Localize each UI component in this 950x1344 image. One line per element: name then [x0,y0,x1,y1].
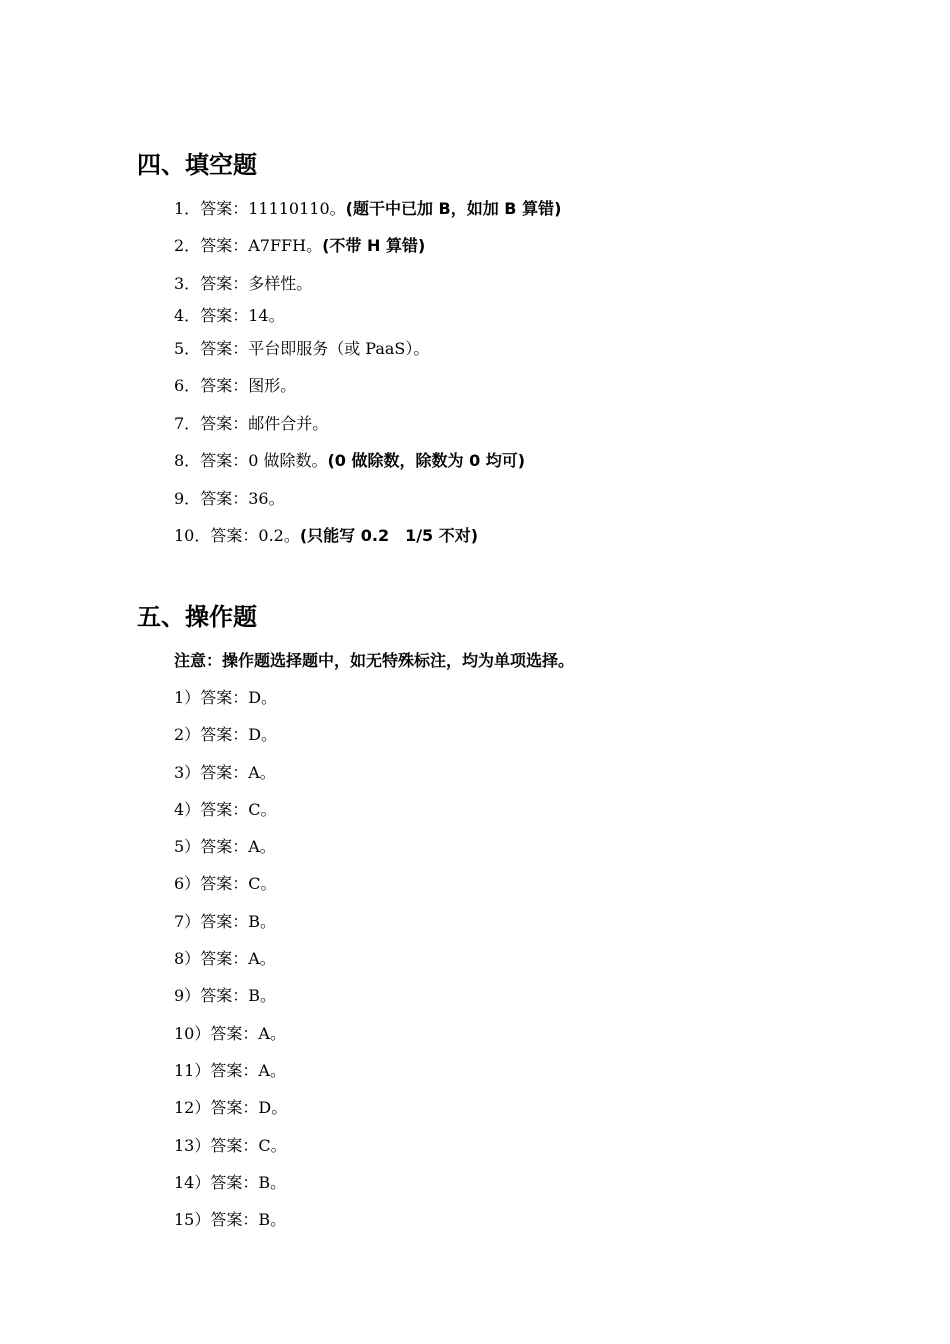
answer-number: 4． [174,306,201,325]
answer-number: 1． [174,199,201,218]
fill-in-answer-5 [174,338,429,360]
answer-number: 7） [174,912,201,931]
fill-in-answer-3 [174,273,312,295]
answer-label: 答案： [210,1173,259,1192]
fill-in-answer-1 [174,198,561,220]
answer-value: B。 [248,912,276,931]
answer-value: 多样性。 [248,274,313,293]
operation-answer-2 [174,724,277,746]
fill-in-answer-9 [174,488,285,510]
operation-answer-13 [174,1135,287,1157]
answer-remark: (题干中已加 B，如加 B 算错) [345,199,562,218]
answer-number: 2） [174,725,201,744]
operation-answer-1 [174,687,277,709]
section-4-title: 四、填空题 [137,151,257,179]
answer-label: 答案： [200,800,249,819]
answer-remark: (0 做除数，除数为 0 均可) [327,451,526,470]
answer-value: D。 [258,1098,288,1117]
answer-number: 3． [174,274,201,293]
answer-value: 11110110。 [248,199,346,218]
answer-label: 答案： [200,912,249,931]
answer-label: 答案： [200,489,249,508]
answer-value: A。 [258,1024,286,1043]
answer-remark: (不带 H 算错) [322,236,426,255]
fill-in-answer-10 [174,525,478,547]
answer-label: 答案： [210,1024,259,1043]
answer-number: 8． [174,451,201,470]
fill-in-answer-7 [174,413,328,435]
answer-value: A。 [248,763,276,782]
answer-label: 答案： [200,688,249,707]
answer-number: 15） [174,1210,211,1229]
answer-label: 答案： [210,1061,259,1080]
answer-number: 10． [174,526,211,545]
answer-label: 答案： [200,274,249,293]
answer-label: 答案： [210,1210,259,1229]
answer-number: 3） [174,763,201,782]
answer-label: 答案： [200,236,249,255]
answer-number: 11） [174,1061,211,1080]
operation-answer-12 [174,1097,287,1119]
operation-answer-6 [174,873,276,895]
answer-number: 12） [174,1098,211,1117]
operation-answer-15 [174,1209,286,1231]
fill-in-answer-6 [174,375,296,397]
answer-label: 答案： [200,725,249,744]
answer-number: 2． [174,236,201,255]
answer-label: 答案： [200,199,249,218]
answer-label: 答案： [210,526,259,545]
answer-value: D。 [248,688,278,707]
answer-number: 5） [174,837,201,856]
answer-value: A。 [248,837,276,856]
answer-number: 9． [174,489,201,508]
answer-label: 答案： [200,949,249,968]
fill-in-answer-8 [174,450,525,472]
answer-number: 7． [174,414,201,433]
answer-value: 14。 [248,306,285,325]
section-5-title: 五、操作题 [137,603,257,631]
answer-label: 答案： [200,376,249,395]
answer-value: 0.2。 [258,526,300,545]
operation-answer-5 [174,836,276,858]
answer-label: 答案： [200,986,249,1005]
answer-value: C。 [248,874,277,893]
fill-in-answer-4 [174,305,285,327]
answer-number: 8） [174,949,201,968]
answer-label: 答案： [210,1136,259,1155]
answer-value: 平台即服务（或 PaaS）。 [248,339,430,358]
answer-remark: (只能写 0.2 1/5 不对) [299,526,479,545]
answer-value: D。 [248,725,278,744]
answer-value: A。 [248,949,276,968]
answer-value: B。 [258,1210,287,1229]
answer-value: 36。 [248,489,285,508]
answer-value: 图形。 [248,376,297,395]
answer-label: 答案： [210,1098,259,1117]
answer-value: A。 [258,1061,286,1080]
operation-answer-4 [174,799,276,821]
answer-label: 答案： [200,306,249,325]
operation-answer-3 [174,762,276,784]
answer-value: 邮件合并。 [248,414,329,433]
answer-value: C。 [258,1136,287,1155]
answer-number: 13） [174,1136,211,1155]
operation-answer-8 [174,948,276,970]
answer-number: 4） [174,800,201,819]
answer-value: B。 [248,986,276,1005]
answer-label: 答案： [200,763,249,782]
operation-answer-10 [174,1023,286,1045]
fill-in-answer-2 [174,235,425,257]
answer-number: 6） [174,874,201,893]
answer-number: 10） [174,1024,211,1043]
answer-number: 5． [174,339,201,358]
answer-number: 6． [174,376,201,395]
answer-value: A7FFH。 [248,236,323,255]
operation-answer-9 [174,985,276,1007]
operation-answer-7 [174,911,276,933]
answer-number: 14） [174,1173,211,1192]
answer-value: C。 [248,800,277,819]
operation-note: 注意：操作题选择题中，如无特殊标注，均为单项选择。 [174,651,575,670]
operation-answer-14 [174,1172,286,1194]
operation-answer-11 [174,1060,286,1082]
answer-number: 1） [174,688,201,707]
answer-value: B。 [258,1173,287,1192]
answer-value: 0 做除数。 [248,451,328,470]
answer-label: 答案： [200,339,249,358]
answer-label: 答案： [200,451,249,470]
answer-label: 答案： [200,414,249,433]
answer-label: 答案： [200,874,249,893]
answer-label: 答案： [200,837,249,856]
answer-number: 9） [174,986,201,1005]
